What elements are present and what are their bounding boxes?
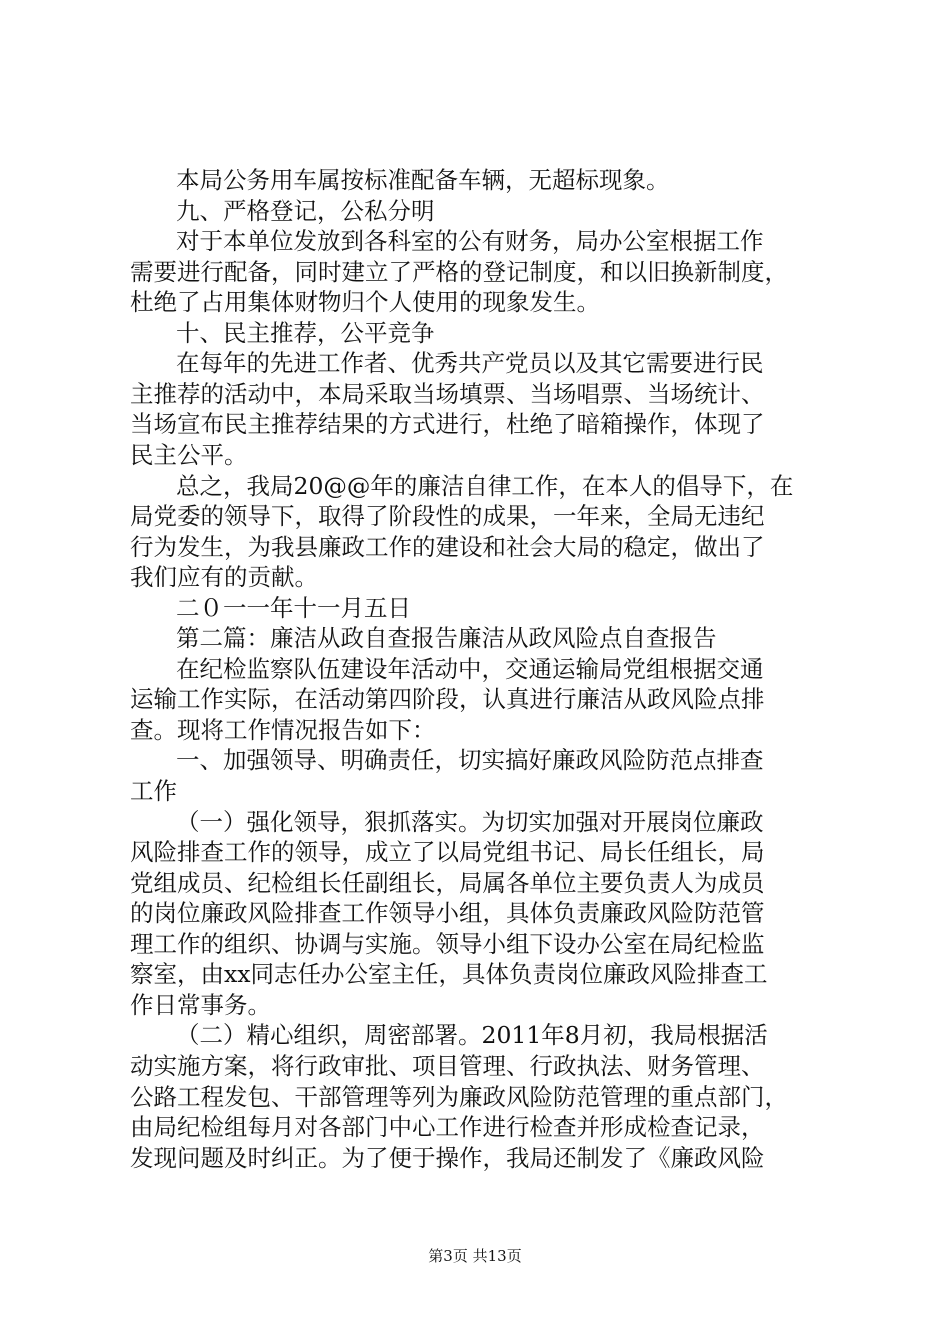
text-line: 理工作的组织、协调与实施。领导小组下设办公室在局纪检监 [130, 929, 765, 958]
text-line: 在每年的先进工作者、优秀共产党员以及其它需要进行民 [176, 349, 764, 378]
text-line: 二０一一年十一月五日 [176, 593, 411, 622]
text-line: 民主公平。 [130, 440, 248, 469]
text-line: 需要进行配备，同时建立了严格的登记制度，和以旧换新制度， [130, 257, 788, 286]
text-line: 工作 [130, 777, 177, 805]
text-line: 总之，我局20@@年的廉洁自律工作，在本人的倡导下，在 [176, 471, 794, 500]
text-line: 由局纪检组每月对各部门中心工作进行检查并形成检查记录， [130, 1113, 765, 1142]
text-line: 本局公务用车属按标准配备车辆，无超标现象。 [176, 166, 670, 194]
text-line: 主推荐的活动中，本局采取当场填票、当场唱票、当场统计、 [130, 379, 765, 408]
text-line: 局党委的领导下，取得了阶段性的成果，一年来，全局无违纪 [130, 502, 765, 531]
text-line: 运输工作实际，在活动第四阶段，认真进行廉洁从政风险点排 [130, 685, 765, 714]
text-line: 察室，由xx同志任办公室主任，具体负责岗位廉政风险排查工 [130, 960, 768, 989]
text-line: 我们应有的贡献。 [130, 563, 318, 592]
text-line: （二）精心组织，周密部署。2011年8月初，我局根据活 [176, 1021, 768, 1050]
page-footer: 第3页 共13页 [428, 1247, 522, 1265]
text-line: （一）强化领导，狠抓落实。为切实加强对开展岗位廉政 [176, 807, 764, 836]
text-line: 风险排查工作的领导，成立了以局党组书记、局长任组长，局 [130, 838, 765, 867]
text-line: 在纪检监察队伍建设年活动中，交通运输局党组根据交通 [176, 654, 764, 683]
text-line: 对于本单位发放到各科室的公有财务，局办公室根据工作 [176, 227, 764, 256]
text-line: 九、严格登记，公私分明 [176, 196, 435, 225]
text-line: 一、加强领导、明确责任，切实搞好廉政风险防范点排查 [176, 746, 764, 775]
text-line: 当场宣布民主推荐结果的方式进行，杜绝了暗箱操作，体现了 [130, 410, 765, 439]
text-line: 作日常事务。 [130, 990, 271, 1019]
text-line: 的岗位廉政风险排查工作领导小组，具体负责廉政风险防范管 [130, 899, 765, 928]
text-line: 十、民主推荐，公平竞争 [176, 318, 435, 347]
text-line: 党组成员、纪检组长任副组长，局属各单位主要负责人为成员 [130, 868, 765, 897]
text-line: 动实施方案，将行政审批、项目管理、行政执法、财务管理、 [130, 1051, 765, 1080]
text-line: 公路工程发包、干部管理等列为廉政风险防范管理的重点部门， [130, 1082, 788, 1111]
text-line: 第二篇：廉洁从政自查报告廉洁从政风险点自查报告 [176, 624, 717, 653]
text-line: 查。现将工作情况报告如下： [130, 715, 436, 744]
text-line: 发现问题及时纠正。为了便于操作，我局还制发了《廉政风险 [130, 1143, 765, 1172]
text-line: 行为发生，为我县廉政工作的建设和社会大局的稳定，做出了 [130, 532, 765, 561]
text-line: 杜绝了占用集体财物归个人使用的现象发生。 [130, 288, 600, 317]
